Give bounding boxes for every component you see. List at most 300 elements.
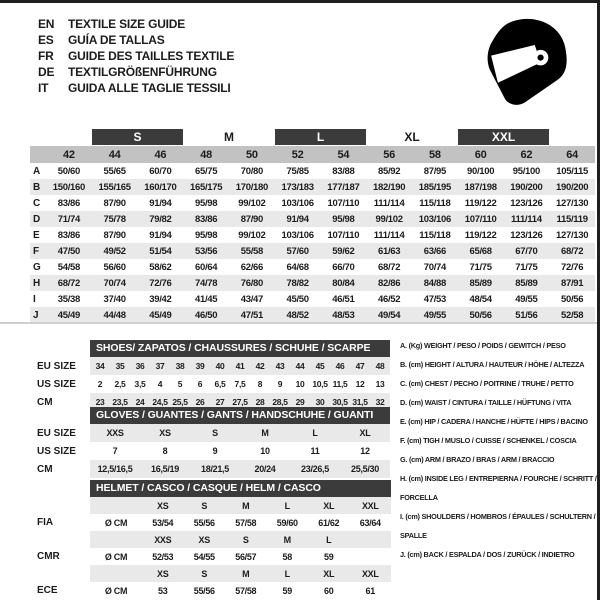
value-cell: 52/58 bbox=[560, 309, 584, 321]
value-cell: 35 bbox=[110, 357, 130, 375]
value-cell: 57/58 bbox=[235, 585, 257, 596]
value-cell: 70/74 bbox=[423, 261, 447, 273]
value-cell: 10 bbox=[260, 446, 270, 456]
column-header: 62 bbox=[520, 148, 533, 161]
value-cell: 55/56 bbox=[193, 585, 215, 596]
legend-item: C. (cm) CHEST / PECHO / POITRINE / TRUHE / PETTO bbox=[400, 379, 574, 388]
value-cell: 71/75 bbox=[515, 261, 538, 273]
value-cell: 53/54 bbox=[152, 517, 174, 528]
value-cell: 2,5 bbox=[114, 379, 126, 389]
language-code: FR bbox=[38, 49, 54, 63]
value-cell: 44/48 bbox=[103, 309, 126, 321]
value-cell: 115/118 bbox=[419, 197, 451, 209]
value-cell: 60/64 bbox=[194, 261, 218, 273]
legend-item: B. (cm) HEIGHT / ALTURA / HAUTEUR / HÖHE / ALTEZZA bbox=[400, 360, 585, 369]
legend-item: G. (cm) ARM / BRAZO / BRAS / ARM / BRACCIO bbox=[400, 455, 555, 464]
value-cell: 38 bbox=[170, 357, 190, 375]
value-cell: 83/86 bbox=[57, 197, 81, 209]
value-cell: 39 bbox=[190, 357, 210, 375]
column-header: 46 bbox=[154, 148, 167, 161]
size-header-cell bbox=[90, 565, 142, 582]
measurement-row-b bbox=[30, 179, 595, 195]
value-cell: 75/78 bbox=[103, 213, 126, 225]
measurement-row-d bbox=[30, 211, 595, 227]
language-code: IT bbox=[38, 81, 49, 95]
value-cell: 50/56 bbox=[469, 309, 492, 321]
value-cell: 111/114 bbox=[373, 229, 405, 241]
value-cell: Ø CM bbox=[104, 585, 128, 596]
size-header-cell: M bbox=[225, 497, 267, 514]
size-header-cell: XS bbox=[142, 497, 184, 514]
value-cell: 95/98 bbox=[194, 197, 218, 209]
value-cell: 87/90 bbox=[103, 229, 126, 241]
row-label: ECE bbox=[37, 585, 58, 596]
legend-item: D. (cm) WAIST / CINTURA / TAILLE / HÜFTUNG / VITA bbox=[400, 398, 572, 407]
value-cell: 177/187 bbox=[327, 181, 360, 193]
value-cell: 111/114 bbox=[511, 213, 542, 225]
table-row bbox=[30, 582, 391, 599]
table-row bbox=[30, 442, 390, 460]
value-cell: 45/50 bbox=[286, 293, 309, 305]
value-cell: 59 bbox=[324, 551, 334, 562]
size-header-cell: M bbox=[225, 565, 267, 582]
value-cell: 57/58 bbox=[235, 517, 257, 528]
legend-item: A. (Kg) WEIGHT / PESO / POIDS / GEWITCH / PESO bbox=[400, 341, 566, 350]
table-row bbox=[30, 375, 390, 393]
value-cell: 24 bbox=[130, 393, 150, 411]
value-cell: XL bbox=[340, 424, 390, 442]
value-cell: 11 bbox=[310, 446, 320, 456]
value-cell: 57/60 bbox=[286, 245, 309, 257]
size-header-cell: XXS bbox=[142, 531, 184, 548]
value-cell: 13 bbox=[375, 379, 385, 389]
value-cell: 50/60 bbox=[57, 165, 81, 177]
size-header-cell: S bbox=[184, 565, 226, 582]
value-cell: 23 bbox=[90, 393, 110, 411]
language-label: TEXTILGRÖßENFÜHRUNG bbox=[68, 65, 217, 79]
value-cell: 12 bbox=[360, 446, 370, 456]
value-cell: 91/94 bbox=[286, 213, 309, 225]
value-cell: 53/56 bbox=[194, 245, 218, 257]
value-cell: S bbox=[190, 424, 240, 442]
value-cell: 84/88 bbox=[423, 277, 447, 289]
value-cell: L bbox=[290, 424, 340, 442]
measurement-row-j bbox=[30, 307, 595, 323]
value-cell: 28,5 bbox=[270, 393, 290, 411]
value-cell: 11,5 bbox=[332, 379, 348, 389]
value-cell: 30 bbox=[310, 393, 330, 411]
value-cell: 41/45 bbox=[194, 293, 218, 305]
value-cell: 107/110 bbox=[327, 197, 360, 209]
value-cell: 190/200 bbox=[510, 181, 543, 193]
column-header: 50 bbox=[245, 148, 258, 161]
value-cell: 83/88 bbox=[332, 165, 355, 177]
value-cell: 95/98 bbox=[332, 213, 355, 225]
value-cell: 85/92 bbox=[377, 165, 401, 177]
value-cell: 71/74 bbox=[57, 213, 81, 225]
value-cell: 91/94 bbox=[149, 229, 172, 241]
value-cell: 99/102 bbox=[238, 197, 266, 209]
value-cell: 190/200 bbox=[556, 181, 589, 193]
legend-item: F. (cm) TIGH / MUSLO / CUISSE / SCHENKEL / COSCIA bbox=[400, 436, 577, 445]
value-cell: 37 bbox=[150, 357, 170, 375]
value-cell: 83/86 bbox=[57, 229, 81, 241]
legend-item: I. (cm) SHOULDERS / HOMBROS / ÉPAULES / SCHULTERN / SPALLE bbox=[400, 512, 596, 540]
column-header: 56 bbox=[383, 148, 396, 161]
value-cell: 44 bbox=[290, 357, 310, 375]
value-cell: 49/52 bbox=[103, 245, 126, 257]
value-cell: 49/54 bbox=[377, 309, 401, 321]
row-label: D bbox=[33, 213, 41, 225]
measurement-row-g bbox=[30, 259, 595, 275]
column-header: 48 bbox=[200, 148, 213, 161]
value-cell: 4 bbox=[157, 379, 163, 389]
value-cell: 95/100 bbox=[512, 165, 540, 177]
value-cell: 43 bbox=[270, 357, 290, 375]
column-header-row bbox=[30, 146, 595, 163]
value-cell: 59/60 bbox=[276, 517, 298, 528]
language-code: EN bbox=[38, 17, 55, 31]
language-label: TEXTILE SIZE GUIDE bbox=[68, 17, 186, 31]
value-cell: 45 bbox=[310, 357, 330, 375]
table-title-bar: SHOES/ ZAPATOS / CHAUSSURES / SCHUHE / SCARPE bbox=[90, 340, 390, 357]
value-cell: 20/24 bbox=[240, 460, 290, 478]
value-cell: 165/175 bbox=[190, 181, 223, 193]
language-row bbox=[38, 32, 234, 48]
value-cell: 70/74 bbox=[103, 277, 126, 289]
value-cell: 54/55 bbox=[193, 551, 215, 562]
value-cell: 46/51 bbox=[332, 293, 355, 305]
size-header-cell bbox=[90, 497, 142, 514]
value-cell: 56/57 bbox=[235, 551, 257, 562]
size-header-cell: S bbox=[225, 531, 267, 548]
value-cell: 99/102 bbox=[238, 229, 266, 241]
value-cell: 82/86 bbox=[377, 277, 401, 289]
value-cell: 185/195 bbox=[418, 181, 451, 193]
value-cell: 58 bbox=[282, 551, 292, 562]
value-cell: 95/98 bbox=[194, 229, 218, 241]
value-cell: 79/82 bbox=[149, 213, 172, 225]
size-header-cell bbox=[350, 531, 392, 548]
value-cell: 173/183 bbox=[281, 181, 314, 193]
value-cell: 187/198 bbox=[464, 181, 497, 193]
value-cell: 48/52 bbox=[286, 309, 309, 321]
value-cell: 61/62 bbox=[318, 517, 340, 528]
value-cell: 41 bbox=[230, 357, 250, 375]
value-cell: 63/64 bbox=[359, 517, 381, 528]
value-cell: 48 bbox=[370, 357, 390, 375]
size-header-cell: L bbox=[267, 497, 309, 514]
row-label: J bbox=[33, 309, 39, 321]
value-cell: 76/80 bbox=[240, 277, 264, 289]
value-cell: 27 bbox=[210, 393, 230, 411]
value-cell: 59 bbox=[282, 585, 292, 596]
value-cell: 31,5 bbox=[350, 393, 370, 411]
measurement-row-e bbox=[30, 227, 595, 243]
value-cell: 78/82 bbox=[286, 277, 309, 289]
row-label: CMR bbox=[37, 551, 60, 562]
language-row bbox=[38, 64, 234, 80]
value-cell: 34 bbox=[90, 357, 110, 375]
value-cell: 6 bbox=[197, 379, 203, 389]
value-cell: 7,5 bbox=[234, 379, 246, 389]
measurement-row-h bbox=[30, 275, 595, 291]
value-cell: 68/72 bbox=[377, 261, 401, 273]
value-cell: 160/170 bbox=[144, 181, 177, 193]
column-header: 64 bbox=[566, 148, 579, 161]
value-cell: 103/106 bbox=[281, 229, 314, 241]
value-cell: 46/52 bbox=[377, 293, 401, 305]
value-cell: 59/62 bbox=[332, 245, 355, 257]
legend-list bbox=[400, 336, 600, 564]
value-cell: 50/56 bbox=[560, 293, 584, 305]
value-cell: 40 bbox=[210, 357, 230, 375]
value-cell: 27,5 bbox=[230, 393, 250, 411]
value-cell: 6,5 bbox=[214, 379, 226, 389]
value-cell: 55/65 bbox=[103, 165, 126, 177]
value-cell: 60 bbox=[324, 585, 334, 596]
value-cell: 35/38 bbox=[57, 293, 81, 305]
value-cell: 61 bbox=[365, 585, 375, 596]
size-group-xxl: XXL bbox=[458, 129, 550, 145]
legend-item: J. (cm) BACK / ESPALDA / DOS / ZURÜCK / INDIETRO bbox=[400, 550, 575, 559]
row-label: C bbox=[33, 197, 41, 209]
row-label: EU SIZE bbox=[37, 427, 76, 439]
value-cell: 3,5 bbox=[134, 379, 146, 389]
row-label: F bbox=[33, 245, 40, 257]
value-cell: 10,5 bbox=[312, 379, 328, 389]
value-cell: 23/26,5 bbox=[290, 460, 340, 478]
value-cell: 25,5 bbox=[170, 393, 190, 411]
value-cell: 67/70 bbox=[515, 245, 538, 257]
value-cell: 63/66 bbox=[423, 245, 447, 257]
value-cell: 123/126 bbox=[510, 197, 543, 209]
value-cell: 9 bbox=[277, 379, 283, 389]
language-label: GUÍA DE TALLAS bbox=[68, 33, 165, 47]
value-cell: 87/90 bbox=[240, 213, 264, 225]
value-cell: 107/110 bbox=[327, 229, 360, 241]
value-cell: 48/53 bbox=[332, 309, 355, 321]
value-cell: 111/114 bbox=[373, 197, 405, 209]
value-cell: 53 bbox=[158, 585, 168, 596]
value-cell: 58/62 bbox=[149, 261, 172, 273]
size-header-cell bbox=[90, 531, 142, 548]
measurement-row-c bbox=[30, 195, 595, 211]
table-row bbox=[30, 514, 391, 531]
column-header: 42 bbox=[62, 148, 75, 161]
value-cell: 60/70 bbox=[149, 165, 172, 177]
shoes-size-table bbox=[30, 340, 390, 411]
language-label: GUIDE DES TAILLES TEXTILE bbox=[68, 49, 235, 63]
value-cell: 7 bbox=[112, 446, 118, 456]
language-row bbox=[38, 80, 234, 96]
value-cell: 119/122 bbox=[464, 229, 497, 241]
row-label: G bbox=[33, 261, 41, 273]
size-group-l: L bbox=[275, 129, 367, 145]
value-cell: 49/55 bbox=[423, 309, 447, 321]
size-header-cell: S bbox=[184, 497, 226, 514]
language-row bbox=[38, 16, 234, 32]
value-cell: Ø CM bbox=[104, 551, 128, 562]
measurement-row-i bbox=[30, 291, 595, 307]
value-cell: 87/91 bbox=[560, 277, 584, 289]
value-cell: 39/42 bbox=[149, 293, 172, 305]
value-cell: 62/66 bbox=[240, 261, 264, 273]
value-cell: 25,5/30 bbox=[340, 460, 390, 478]
value-cell: 10 bbox=[295, 379, 305, 389]
value-cell: 24,5 bbox=[150, 393, 170, 411]
value-cell: 48/54 bbox=[469, 293, 492, 305]
table-row bbox=[30, 548, 391, 565]
value-cell: 52/53 bbox=[152, 551, 174, 562]
size-header-cell: L bbox=[308, 531, 350, 548]
size-header-cell: XXL bbox=[350, 497, 392, 514]
table-row bbox=[30, 460, 390, 478]
value-cell: 45/49 bbox=[149, 309, 172, 321]
size-group-row bbox=[30, 128, 595, 145]
language-label: GUIDA ALLE TAGLIE TESSILI bbox=[68, 81, 231, 95]
value-cell: 71/75 bbox=[469, 261, 492, 273]
helmet-size-table bbox=[30, 480, 391, 599]
value-cell: 54/58 bbox=[57, 261, 81, 273]
value-cell: 87/90 bbox=[103, 197, 126, 209]
row-label: FIA bbox=[37, 517, 54, 528]
legend-item: E. (cm) HIP / CADERA / HANCHE / HÜFTE / HIPS / BACINO bbox=[400, 417, 588, 426]
value-cell: 12 bbox=[355, 379, 365, 389]
table-row bbox=[30, 531, 391, 548]
value-cell: 72/76 bbox=[149, 277, 172, 289]
row-label: CM bbox=[37, 463, 53, 475]
value-cell: 72/76 bbox=[560, 261, 584, 273]
section-divider bbox=[0, 322, 600, 324]
size-group-xl: XL bbox=[404, 129, 420, 144]
value-cell: 115/118 bbox=[419, 229, 451, 241]
language-code: ES bbox=[38, 33, 54, 47]
textile-size-table bbox=[30, 128, 595, 323]
size-header-cell: XL bbox=[308, 497, 350, 514]
value-cell: M bbox=[240, 424, 290, 442]
value-cell: 99/102 bbox=[375, 213, 403, 225]
row-label: EU SIZE bbox=[37, 360, 76, 372]
column-header: 44 bbox=[108, 148, 121, 161]
column-header: 54 bbox=[337, 148, 350, 161]
measurement-row-f bbox=[30, 243, 595, 259]
value-cell: 8 bbox=[162, 446, 168, 456]
value-cell: 47/53 bbox=[423, 293, 447, 305]
value-cell: 103/106 bbox=[281, 197, 314, 209]
size-header-cell: XS bbox=[184, 531, 226, 548]
table-title-bar: GLOVES / GUANTES / GANTS / HANDSCHUHE / GUANTI bbox=[90, 407, 390, 424]
language-list bbox=[38, 16, 234, 96]
table-row bbox=[30, 357, 390, 375]
value-cell: Ø CM bbox=[104, 517, 128, 528]
value-cell: 64/68 bbox=[286, 261, 309, 273]
value-cell: 47 bbox=[350, 357, 370, 375]
value-cell: 75/85 bbox=[286, 165, 309, 177]
value-cell: 45/49 bbox=[57, 309, 81, 321]
language-code: DE bbox=[38, 65, 55, 79]
value-cell: 26 bbox=[190, 393, 210, 411]
table-title-bar: HELMET / CASCO / CASQUE / HELM / CASCO bbox=[90, 480, 391, 497]
size-group-s: S bbox=[92, 129, 184, 145]
value-cell: 28 bbox=[250, 393, 270, 411]
table-row bbox=[30, 424, 390, 442]
value-cell: 115/119 bbox=[556, 213, 588, 225]
value-cell: 56/60 bbox=[103, 261, 126, 273]
row-label: US SIZE bbox=[37, 445, 76, 457]
size-header-cell: L bbox=[267, 565, 309, 582]
table-row bbox=[30, 497, 391, 514]
value-cell: 36 bbox=[130, 357, 150, 375]
value-cell: 119/122 bbox=[464, 197, 497, 209]
value-cell: 12,5/16,5 bbox=[90, 460, 140, 478]
size-header-cell: XS bbox=[142, 565, 184, 582]
value-cell: XXS bbox=[90, 424, 140, 442]
value-cell: 182/190 bbox=[373, 181, 406, 193]
value-cell: 68/72 bbox=[560, 245, 584, 257]
size-group-m: M bbox=[224, 129, 234, 144]
value-cell: 123/126 bbox=[510, 229, 543, 241]
table-row bbox=[30, 565, 391, 582]
value-cell: 105/115 bbox=[556, 165, 588, 177]
row-label: H bbox=[33, 277, 41, 289]
value-cell: 51/56 bbox=[515, 309, 538, 321]
legend-item: H. (cm) INSIDE LEG / ENTREPIERNA / FOURCHE / SCHRITT / FORCELLA bbox=[400, 474, 597, 502]
language-row bbox=[38, 48, 234, 64]
value-cell: 55/56 bbox=[193, 517, 215, 528]
row-label: B bbox=[33, 181, 41, 193]
value-cell: 65/75 bbox=[194, 165, 218, 177]
column-header: 52 bbox=[291, 148, 304, 161]
value-cell: 103/106 bbox=[418, 213, 451, 225]
value-cell bbox=[350, 548, 392, 565]
row-label: I bbox=[33, 293, 36, 305]
value-cell: 42 bbox=[250, 357, 270, 375]
value-cell: 2 bbox=[97, 379, 103, 389]
value-cell: 29 bbox=[290, 393, 310, 411]
value-cell: 90/100 bbox=[466, 165, 495, 177]
value-cell: 32 bbox=[370, 393, 390, 411]
value-cell: 66/70 bbox=[332, 261, 355, 273]
row-label: A bbox=[33, 165, 41, 177]
value-cell: 170/180 bbox=[235, 181, 268, 193]
value-cell: 8 bbox=[257, 379, 263, 389]
value-cell: 46 bbox=[330, 357, 350, 375]
value-cell: 155/165 bbox=[98, 181, 131, 193]
value-cell: 43/47 bbox=[240, 293, 264, 305]
value-cell: 5 bbox=[177, 379, 183, 389]
value-cell: 87/95 bbox=[423, 165, 447, 177]
value-cell: 30,5 bbox=[330, 393, 350, 411]
value-cell: 68/72 bbox=[57, 277, 81, 289]
value-cell: 127/130 bbox=[556, 197, 589, 209]
size-header-cell: M bbox=[267, 531, 309, 548]
column-header: 58 bbox=[428, 148, 441, 161]
value-cell: 49/55 bbox=[515, 293, 538, 305]
value-cell: 80/84 bbox=[332, 277, 355, 289]
value-cell: 46/50 bbox=[194, 309, 218, 321]
gloves-size-table bbox=[30, 407, 390, 478]
value-cell: 70/80 bbox=[240, 165, 264, 177]
value-cell: 61/63 bbox=[377, 245, 401, 257]
value-cell: 47/50 bbox=[57, 245, 81, 257]
value-cell: 23,5 bbox=[110, 393, 130, 411]
size-header-cell: XXL bbox=[350, 565, 392, 582]
value-cell: 150/160 bbox=[52, 181, 85, 193]
value-cell: 65/68 bbox=[469, 245, 492, 257]
row-label: CM bbox=[37, 396, 53, 408]
row-label: E bbox=[33, 229, 40, 241]
